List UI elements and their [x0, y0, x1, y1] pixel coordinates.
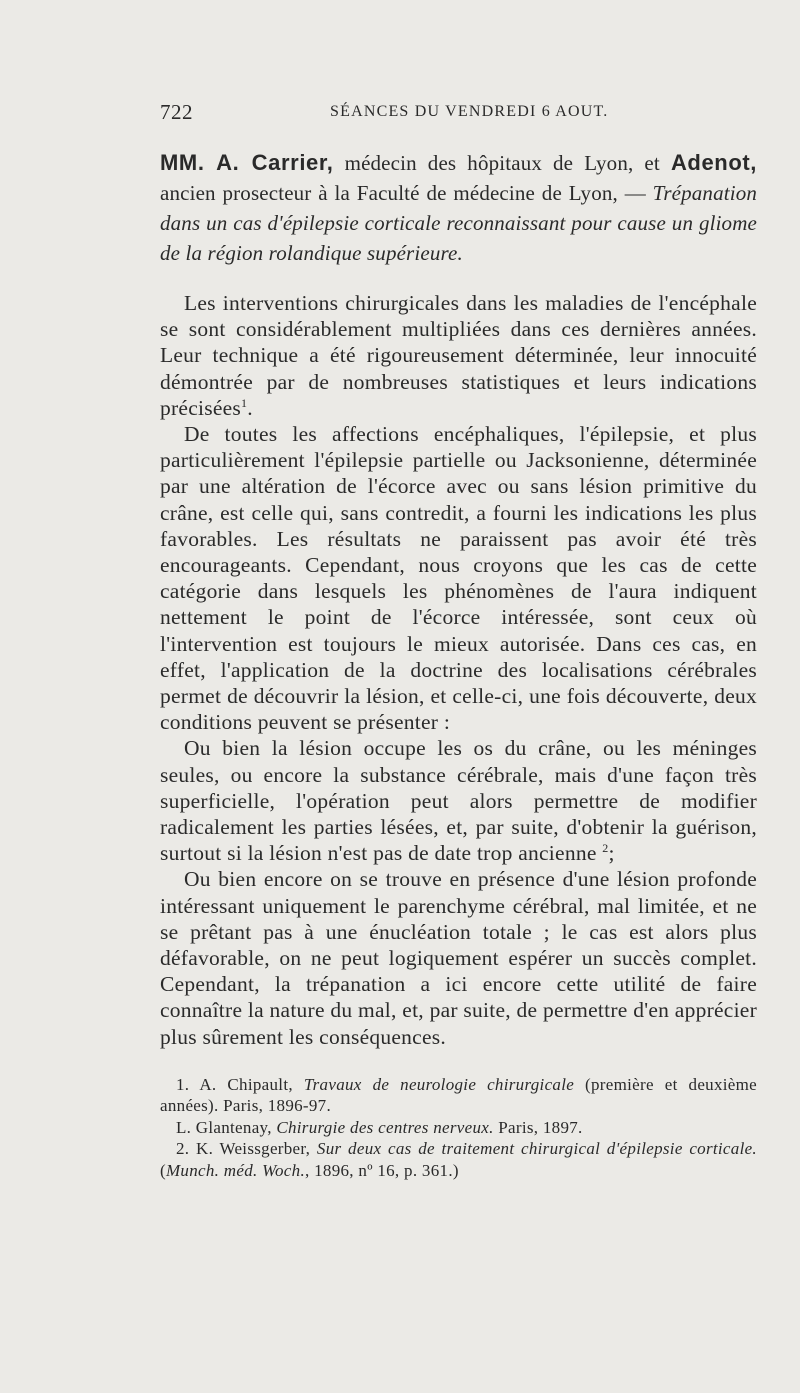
footnote-2	[160, 1138, 757, 1181]
paragraph-2: De toutes les affections encéphaliques, l'épilepsie, et plus particulièrement l'épilepsie partielle ou Jacksonienne, déterminée par une altération de l'écorce avec ou sans lésion primitive du crâne, est celle qui, sans contredit, a fourni les indications les plus favorables. Les résultats ne paraissent pas avoir été très encourageants. Cependant, nous croyons que les cas de cette catégorie dans lesquels les phénomènes de l'aura indiquent nettement le point de l'écorce intéressée, sont ceux où l'intervention est toujours le mieux autorisée. Dans ces cas, en effet, l'application de la doctrine des localisations cérébrales permet de découvrir la lésion, et celle-ci, une fois découverte, deux conditions peuvent se présenter :	[160, 422, 757, 735]
paragraph-1-end: .	[247, 395, 253, 420]
footnote-details: (première et deuxième années). Paris, 1896-97.	[160, 1074, 757, 1116]
page-content	[160, 148, 757, 1181]
footnote-title: Sur deux cas de traitement chirurgical d'épilepsie corticale.	[316, 1139, 757, 1159]
page-number: 722	[160, 100, 193, 124]
paragraph-3-text: Ou bien la lésion occupe les os du crâne, ou les méninges seules, ou encore la substance cérébrale, mais d'une façon très superficielle, l'opération peut alors permettre de modifier radicalement les parties lésées, et, par suite, d'obtenir la guérison, surtout si la lésion n'est pas de date trop ancienne	[160, 736, 757, 866]
body-text	[160, 290, 757, 1050]
paragraph-1-text: Les interventions chirurgicales dans les maladies de l'encéphale se sont considérablement multipliées dans ces dernières années. Leur technique a été rigoureusement déterminée, leur innocuité démontrée par de nombreuses statistiques et leurs indications précisées	[160, 291, 757, 420]
page-header	[160, 100, 760, 130]
paragraph-3-end: ;	[608, 841, 615, 866]
second-author-name: Adenot,	[670, 150, 758, 175]
running-title: SÉANCES DU VENDREDI 6 AOUT.	[330, 103, 609, 120]
paragraph-3	[160, 735, 757, 866]
paragraph-4: Ou bien encore on se trouve en présence d'une lésion profonde intéressant uniquement le parenchyme cérébral, mal limitée, et ne se prêtant pas à une énucléation totale ; le cas est alors plus défavorable, on ne peut logiquement espérer un succès complet. Cependant, la trépanation a ici encore cette utilité de faire connaître la nature du mal, et, par suite, de permettre d'en apprécier plus sûrement les conséquences.	[160, 867, 757, 1049]
entry-heading	[160, 148, 757, 268]
second-author-description: ancien prosecteur à la Faculté de médecine de Lyon, —	[160, 181, 653, 205]
footnote-marker: L.	[176, 1117, 192, 1137]
paper-subject: Trépanation dans un cas d'épilepsie corticale reconnaissant pour cause un gliome de la région rolandique supérieure.	[160, 181, 757, 265]
footnote-paren: (	[160, 1160, 166, 1180]
footnote-title: Chirurgie des centres nerveux.	[276, 1117, 494, 1137]
footnote-ref-1: 1	[241, 395, 248, 410]
footnote-details: , 1896, nº 16, p. 361.)	[305, 1160, 459, 1180]
footnote-details: Paris, 1897.	[493, 1117, 583, 1137]
footnote-ref-2: 2	[602, 841, 609, 856]
footnote-marker: 2.	[176, 1139, 190, 1159]
footnote-title: Travaux de neurologie chirurgicale	[303, 1074, 575, 1094]
footnote-1	[160, 1074, 757, 1117]
footnote-author: A. Chipault,	[189, 1074, 304, 1094]
footnote-marker: 1.	[176, 1074, 190, 1094]
footnotes	[160, 1074, 757, 1182]
footnote-author: K. Weissgerber,	[189, 1139, 317, 1159]
authors-description: médecin des hôpitaux de Lyon, et	[333, 151, 671, 175]
authors-name: MM. A. Carrier,	[160, 150, 334, 175]
paragraph-1	[160, 290, 757, 421]
footnote-author: Glantenay,	[191, 1117, 277, 1137]
footnote-journal: Munch. méd. Woch.	[165, 1160, 305, 1180]
footnote-1b	[160, 1117, 757, 1139]
